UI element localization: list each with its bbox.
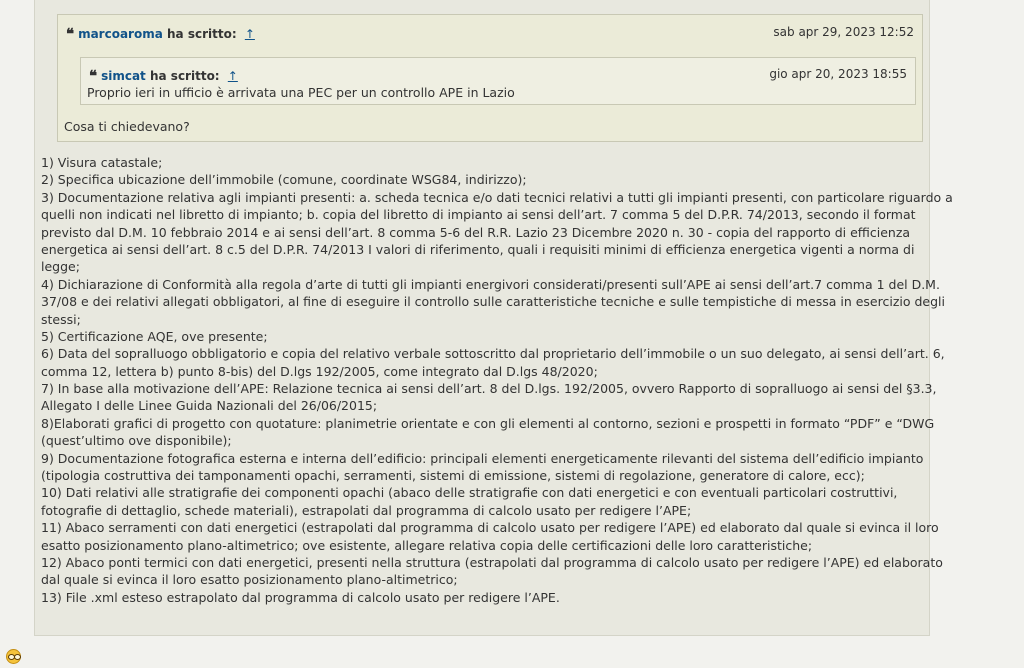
quote-text: Proprio ieri in ufficio è arrivata una PEC per un controllo APE in Lazio bbox=[87, 85, 515, 100]
post-line: esatto posizionamento plano-altimetrico; ove esistente, allegare relativa copia delle certificazioni delle loro caratteristiche; bbox=[41, 537, 813, 553]
post-line: 12) Abaco ponti termici con dati energetici, presenti nella struttura (estrapolati dal programma di calcolo usato per redigere l’APE) ed elaborato bbox=[41, 554, 943, 570]
post-line: 4) Dichiarazione di Conformità alla regola d’arte di tutti gli impianti energivori considerati/presenti sull’APE ai sensi dell’art.7 comma 1 del D.M. bbox=[41, 276, 940, 292]
post-line: 10) Dati relativi alle stratigrafie dei componenti opachi (abaco delle stratigrafie con dati energetici e con eventuali particolari costruttivi, bbox=[41, 485, 898, 501]
post-line: 2) Specifica ubicazione dell’immobile (comune, coordinate WSG84, indirizzo); bbox=[41, 172, 527, 188]
post-line: 11) Abaco serramenti con dati energetici (estrapolati dal programma di calcolo usato per redigere l’APE) ed elaborato dal quale si evinca il loro bbox=[41, 520, 939, 536]
post-line: 37/08 e dei relativi allegati obbligatori, al fine di eseguire il controllo sulle caratteristiche tecniche e sulle tempistiche di messa in esercizio degli bbox=[41, 294, 945, 310]
quote-date: gio apr 20, 2023 18:55 bbox=[769, 67, 907, 81]
quote-text: Cosa ti chiedevano? bbox=[64, 119, 190, 134]
go-to-post-arrow-icon[interactable]: ↑ bbox=[244, 27, 255, 41]
quote-block-simcat bbox=[80, 57, 916, 105]
post-line: 3) Documentazione relativa agli impianti presenti: a. scheda tecnica e/o dati tecnici relativi a tutti gli impianti presenti, con particolare riguardo a bbox=[41, 189, 953, 205]
post-line: fotografie di dettaglio, schede materiali), estrapolati dal programma di calcolo usato per redigere l’APE; bbox=[41, 502, 692, 518]
quote-wrote-label: ha scritto: bbox=[149, 69, 220, 83]
post-line: 9) Documentazione fotografica esterna e interna dell’edificio: principali elementi energeticamente rilevanti del sistema dell’edificio impianto bbox=[41, 450, 924, 466]
quote-block-marcoaroma bbox=[57, 14, 923, 142]
post-line: stessi; bbox=[41, 311, 81, 327]
quote-wrote-label: ha scritto: bbox=[167, 27, 237, 41]
post-line: 6) Data del sopralluogo obbligatorio e copia del relativo verbale sottoscritto dal proprietario dell’immobile o un suo delegato, ai sensi dell’art. 6, bbox=[41, 346, 945, 362]
post-line: quelli non indicati nel libretto di impianto; b. copia del libretto di impianto ai sensi dell’art. 7 comma 5 del D.P.R. 74/2013, secondo il format bbox=[41, 207, 916, 223]
post-line: legge; bbox=[41, 259, 80, 275]
post-line: 5) Certificazione AQE, ove presente; bbox=[41, 328, 268, 344]
quote-citation bbox=[66, 25, 255, 43]
quote-citation bbox=[89, 67, 238, 85]
post-line: 1) Visura catastale; bbox=[41, 155, 163, 170]
post-line: energetica ai sensi dell’art. 8 c.5 del D.P.R. 74/2013 I valori di riferimento, quali i requisiti minimi di efficienza energetica vigenti a norma di bbox=[41, 241, 915, 257]
quote-author-link[interactable]: simcat bbox=[101, 69, 146, 83]
emoji-eye bbox=[14, 654, 21, 660]
post-body bbox=[41, 154, 953, 606]
post-line: dal quale si evinca il loro esatto posizionamento plano-altimetrico; bbox=[41, 572, 458, 588]
post-line: (tipologia costruttiva dei tamponamenti opachi, serramenti, sistemi di emissione, sistemi di regolazione, generatore di calore, ecc); bbox=[41, 468, 865, 484]
quote-icon: ❝ bbox=[66, 25, 75, 43]
post-line: previsto dal D.M. 10 febbraio 2014 e ai sensi dell’art. 8 comma 5-6 del R.R. Lazio 23 Dicembre 2020 n. 30 - copia del rapporto di efficienza bbox=[41, 224, 911, 240]
post-line: 8)Elaborati grafici di progetto con quotature: planimetrie orientate e con gli elementi al contorno, sezioni e prospetti in formato “PDF” e “DWG bbox=[41, 415, 935, 431]
quote-date: sab apr 29, 2023 12:52 bbox=[773, 25, 914, 39]
quote-icon: ❝ bbox=[89, 67, 98, 85]
post-line: (quest’ultimo ove disponibile); bbox=[41, 433, 232, 449]
forum-post bbox=[34, 0, 953, 636]
post-line: comma 12, lettera b) punto 8-bis) del D.lgs 192/2005, come integrato dal D.lgs 48/2020; bbox=[41, 363, 598, 379]
go-to-post-arrow-icon[interactable]: ↑ bbox=[227, 69, 238, 83]
post-line: Allegato I delle Linee Guida Nazionali del 26/06/2015; bbox=[41, 398, 378, 414]
post-line: 13) File .xml esteso estrapolato dal programma di calcolo usato per redigere l’APE. bbox=[41, 589, 560, 605]
quote-author-link[interactable]: marcoaroma bbox=[78, 27, 163, 41]
nerd-face-icon bbox=[6, 649, 21, 664]
post-line: 7) In base alla motivazione dell’APE: Relazione tecnica ai sensi dell’art. 8 del D.lgs. 192/2005, ovvero Rapporto di sopralluogo ai sensi del §3.3, bbox=[41, 381, 937, 397]
